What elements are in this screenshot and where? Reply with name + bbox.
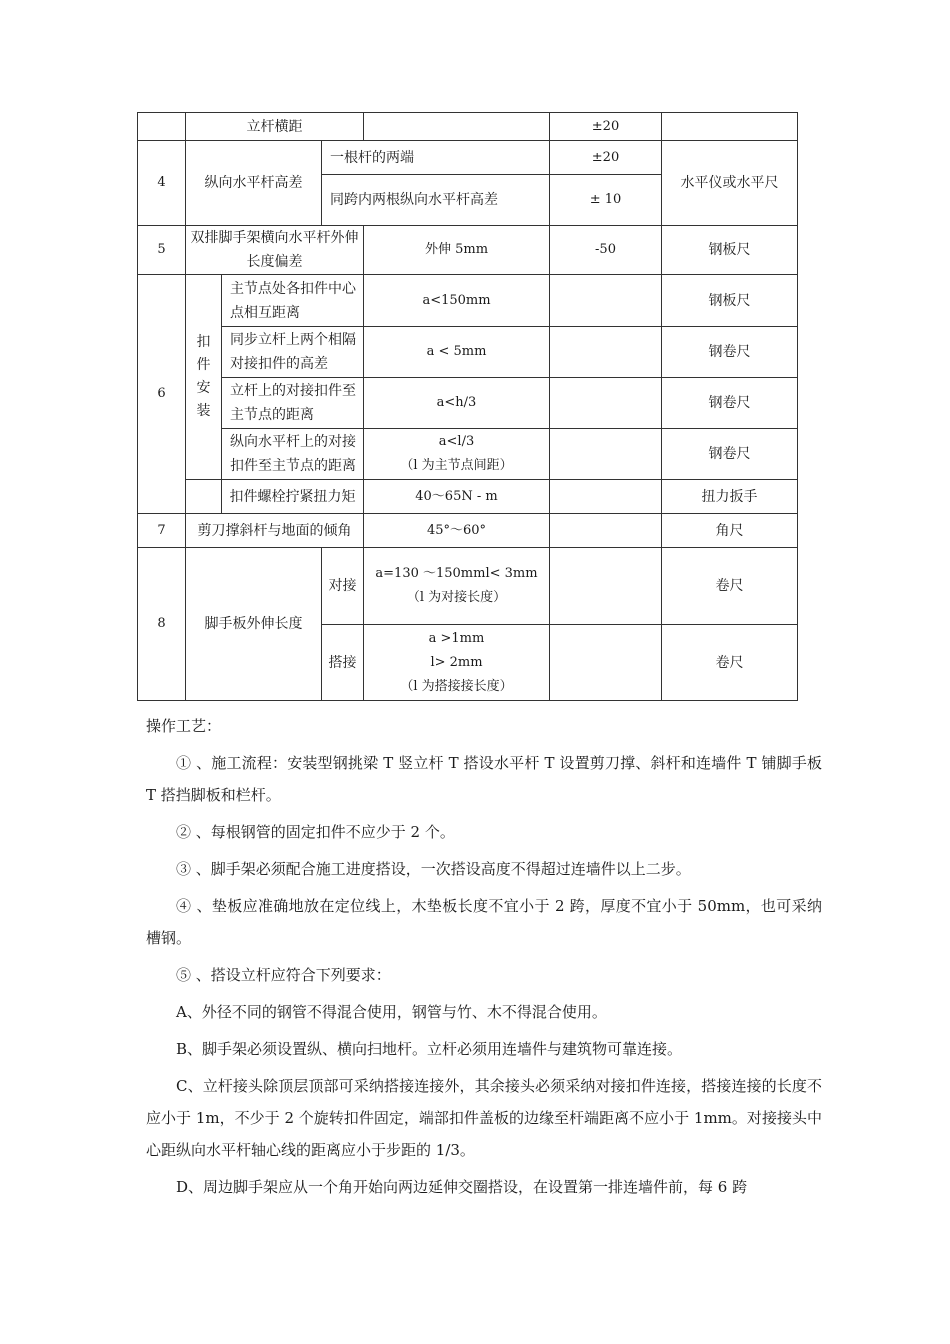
cell-sub-item: 立杆上的对接扣件至主节点的距离	[222, 378, 364, 429]
standard-line: l> 2mm	[430, 654, 483, 670]
standard-line: a=130 〜150mml< 3mm	[375, 566, 538, 581]
cell-standard: a<150mm	[364, 275, 550, 327]
cell-tool: 钢板尺	[662, 275, 798, 327]
section-heading: 操作工艺：	[146, 717, 222, 735]
cell-item: 脚手板外伸长度	[186, 548, 322, 701]
cell-standard: a < 5mm	[364, 327, 550, 378]
cell-tool: 钢卷尺	[662, 429, 798, 480]
cell-item: 扣件安装	[186, 275, 222, 480]
paragraph: C、立杆接头除顶层顶部可采纳搭接连接外，其余接头必须采纳对接扣件连接，搭接连接的长度不应小于 1m，不少于 2 个旋转扣件固定，端部扣件盖板的边缘至杆端距离不应小于 1mm。对接接头中心距纵向水平杆轴心线的距离应小于步距的 1/3。	[146, 1077, 822, 1159]
cell-deviation	[550, 327, 662, 378]
inspection-table	[137, 112, 798, 701]
cell-tool: 扭力扳手	[662, 480, 798, 514]
cell-item: 双排脚手架横向水平杆外伸长度偏差	[186, 226, 364, 275]
cell-tool: 卷尺	[662, 548, 798, 625]
table-row	[138, 378, 798, 429]
cell-sub-item: 对接	[322, 548, 364, 625]
cell-standard: 外伸 5mm	[364, 226, 550, 275]
paragraph: ③ 、脚手架必须配合施工进度搭设，一次搭设高度不得超过连墙件以上二步。	[176, 860, 691, 878]
paragraph: ④ 、垫板应准确地放在定位线上，木垫板长度不宜小于 2 跨，厚度不宜小于 50mm，也可采纳槽钢。	[146, 897, 822, 947]
table-row	[138, 514, 798, 548]
table-row	[138, 275, 798, 327]
cell-tool: 钢板尺	[662, 226, 798, 275]
cell-deviation	[550, 480, 662, 514]
cell-sub-item: 主节点处各扣件中心点相互距离	[222, 275, 364, 327]
standard-note: （l 为搭接接长度）	[400, 678, 513, 694]
cell-sub-item: 搭接	[322, 625, 364, 701]
cell-no	[138, 113, 186, 141]
cell-no: 8	[138, 548, 186, 701]
paragraph: A、外径不同的钢管不得混合使用，钢管与竹、木不得混合使用。	[176, 1003, 607, 1021]
cell-tool: 角尺	[662, 514, 798, 548]
cell-standard: 45°〜60°	[364, 514, 550, 548]
table-row	[138, 480, 798, 514]
cell-tool: 钢卷尺	[662, 327, 798, 378]
standard-line: a<l/3	[438, 434, 475, 449]
paragraph: ⑤ 、搭设立杆应符合下列要求：	[176, 966, 391, 984]
cell-item: 剪刀撑斜杆与地面的倾角	[186, 514, 364, 548]
cell-deviation: -50	[550, 226, 662, 275]
cell-standard: a<h/3	[364, 378, 550, 429]
cell-deviation: ±20	[550, 113, 662, 141]
table-row	[138, 548, 798, 625]
cell-deviation	[550, 548, 662, 625]
cell-standard	[364, 625, 550, 701]
cell-no: 4	[138, 141, 186, 226]
cell-standard	[364, 548, 550, 625]
table-row	[138, 113, 798, 141]
cell-sub-item: 一根杆的两端	[322, 141, 550, 175]
standard-line: a >1mm	[428, 630, 485, 646]
paragraph: ② 、每根钢管的固定扣件不应少于 2 个。	[176, 823, 455, 841]
cell-deviation	[550, 514, 662, 548]
cell-sub-item: 同步立杆上两个相隔对接扣件的高差	[222, 327, 364, 378]
table-row	[138, 141, 798, 175]
cell-tool	[662, 113, 798, 141]
standard-note: （l 为对接长度）	[406, 590, 507, 605]
cell-no: 6	[138, 275, 186, 514]
cell-tool: 卷尺	[662, 625, 798, 701]
paragraph: B、脚手架必须设置纵、横向扫地杆。立杆必须用连墙件与建筑物可靠连接。	[176, 1040, 683, 1058]
cell-item: 纵向水平杆高差	[186, 141, 322, 226]
cell-item	[186, 480, 222, 514]
cell-deviation	[550, 378, 662, 429]
table-row	[138, 327, 798, 378]
cell-deviation	[550, 275, 662, 327]
cell-tool: 钢卷尺	[662, 378, 798, 429]
table-row	[138, 226, 798, 275]
cell-item: 立杆横距	[186, 113, 364, 141]
cell-sub-item: 扣件螺栓拧紧扭力矩	[222, 480, 364, 514]
cell-no: 5	[138, 226, 186, 275]
cell-no: 7	[138, 514, 186, 548]
cell-deviation	[550, 625, 662, 701]
operation-process-section	[146, 710, 822, 1203]
cell-standard	[364, 113, 550, 141]
cell-deviation	[550, 429, 662, 480]
cell-tool: 水平仪或水平尺	[662, 141, 798, 226]
standard-note: （l 为主节点间距）	[400, 458, 513, 473]
table-row	[138, 429, 798, 480]
cell-standard	[364, 429, 550, 480]
paragraph: D、周边脚手架应从一个角开始向两边延伸交圈搭设，在设置第一排连墙件前，每 6 跨	[176, 1178, 748, 1196]
paragraph: ① 、施工流程：安装型钢挑梁 T 竖立杆 T 搭设水平杆 T 设置剪刀撑、斜杆和连墙件 T 铺脚手板 T 搭挡脚板和栏杆。	[146, 754, 822, 804]
cell-standard: 40〜65N - m	[364, 480, 550, 514]
cell-deviation: ±20	[550, 141, 662, 175]
cell-deviation: ± 10	[550, 175, 662, 226]
cell-sub-item: 同跨内两根纵向水平杆高差	[322, 175, 550, 226]
cell-sub-item: 纵向水平杆上的对接扣件至主节点的距离	[222, 429, 364, 480]
